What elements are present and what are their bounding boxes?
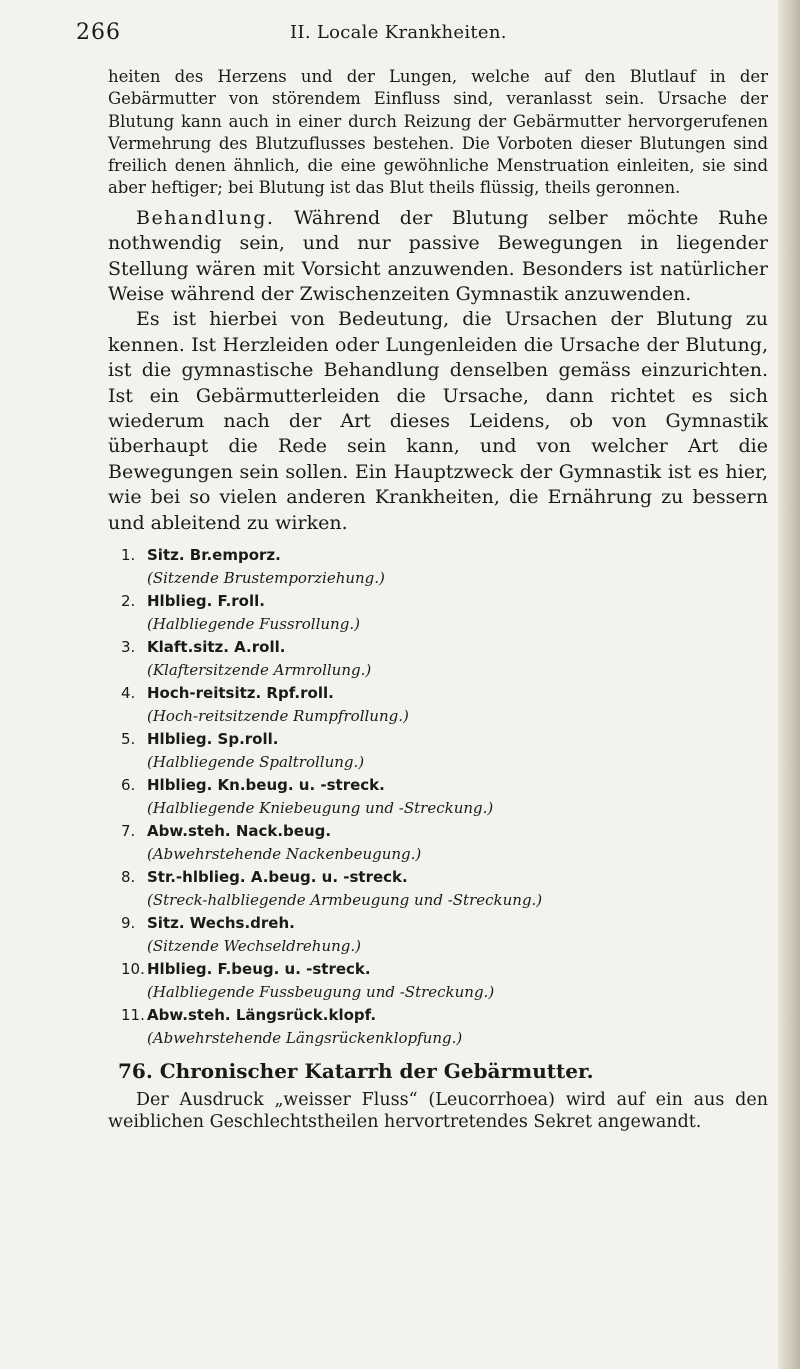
exercise-item xyxy=(108,820,768,865)
exercise-number: 7. xyxy=(121,822,136,841)
exercise-full-name: (Abwehrstehende Längsrückenklopfung.) xyxy=(147,1029,463,1048)
exercise-item xyxy=(108,544,768,589)
exercise-short-label: Abw.steh. Längsrück.klopf. xyxy=(147,1006,377,1025)
exercise-item xyxy=(108,958,768,1003)
exercise-short-label: Klaft.sitz. A.roll. xyxy=(147,638,286,657)
exercise-number: 10. xyxy=(121,960,145,979)
exercise-short-label: Sitz. Wechs.dreh. xyxy=(147,914,295,933)
exercise-item xyxy=(108,682,768,727)
exercise-number: 8. xyxy=(121,868,136,887)
exercise-number: 1. xyxy=(121,546,136,565)
exercise-full-name: (Abwehrstehende Nackenbeugung.) xyxy=(147,845,422,864)
exercise-number: 11. xyxy=(121,1006,145,1025)
exercise-number: 5. xyxy=(121,730,136,749)
exercise-full-name: (Streck-halbliegende Armbeugung und -Streckung.) xyxy=(147,891,543,910)
exercise-item xyxy=(108,1004,768,1049)
intro-paragraph: heiten des Herzens und der Lungen, welche auf den Blutlauf in der Gebärmutter von störendem Einfluss sind, veranlasst sein. Ursache der Blutung kann auch in einer durch Reizung der Gebärmutter hervorgerufenen Vermehrung des Blutzuflusses bestehen. Die Vorboten dieser Blutungen sind freilich denen ähnlich, die eine gewöhnliche Menstruation einleiten, sie sind aber heftiger; bei Blutung ist das Blut theils flüssig, theils geronnen. xyxy=(108,67,768,198)
exercise-short-label: Hlblieg. F.beug. u. -streck. xyxy=(147,960,371,979)
exercise-short-label: Hlblieg. F.roll. xyxy=(147,592,265,611)
exercise-abbreviation xyxy=(108,728,768,751)
second-paragraph: Es ist hierbei von Bedeutung, die Ursachen der Blutung zu kennen. Ist Herzleiden oder Lungenleiden die Ursache der Blutung, ist die gymnastische Behandlung denselben gemäss einzurichten. Ist ein Gebärmutterleiden die Ursache, dann richtet es sich wiederum nach der Art dieses Leidens, ob von Gymnastik überhaupt die Rede sein kann, und von welcher Art die Bewegungen sein sollen. Ein Hauptzweck der Gymnastik ist es hier, wie bei so vielen anderen Krankheiten, die Ernährung zu bessern und ableitend zu wirken. xyxy=(108,308,768,534)
exercise-full-name: (Halbliegende Spaltrollung.) xyxy=(147,753,365,772)
exercise-short-label: Str.-hlblieg. A.beug. u. -streck. xyxy=(147,868,408,887)
exercise-abbreviation xyxy=(108,912,768,935)
page-header xyxy=(76,20,768,48)
page-edge-shadow xyxy=(778,0,800,1369)
exercise-short-label: Sitz. Br.emporz. xyxy=(147,546,281,565)
exercise-item xyxy=(108,636,768,681)
exercise-abbreviation xyxy=(108,774,768,797)
exercise-short-label: Hlblieg. Sp.roll. xyxy=(147,730,279,749)
treatment-paragraph xyxy=(108,206,768,308)
exercise-short-label: Hlblieg. Kn.beug. u. -streck. xyxy=(147,776,385,795)
exercise-full-name: (Halbliegende Kniebeugung und -Streckung.) xyxy=(147,799,494,818)
exercise-full-name: (Hoch-reitsitzende Rumpfrollung.) xyxy=(147,707,409,726)
exercise-short-label: Abw.steh. Nack.beug. xyxy=(147,822,332,841)
exercise-item xyxy=(108,728,768,773)
book-page xyxy=(76,20,768,1133)
exercise-full-name: (Sitzende Brustemporziehung.) xyxy=(147,569,385,588)
section-body: Der Ausdruck „weisser Fluss“ (Leucorrhoea) wird auf ein aus den weiblichen Geschlechtstheilen hervortretendes Sekret angewandt. xyxy=(108,1090,768,1133)
exercise-number: 4. xyxy=(121,684,136,703)
exercise-short-label: Hoch-reitsitz. Rpf.roll. xyxy=(147,684,334,703)
page-number: 266 xyxy=(76,20,121,45)
exercise-number: 9. xyxy=(121,914,136,933)
treatment-text: Während der Blutung selber möchte Ruhe nothwendig sein, und nur passive Bewegungen in liegender Stellung wären mit Vorsicht anzuwenden. Besonders ist natürlicher Weise während der Zwischenzeiten Gymnastik anzuwenden. xyxy=(108,206,768,305)
exercise-item xyxy=(108,774,768,819)
exercise-abbreviation xyxy=(108,958,768,981)
exercise-abbreviation xyxy=(108,866,768,889)
treatment-label: Behandlung. xyxy=(136,206,275,229)
exercise-abbreviation xyxy=(108,682,768,705)
exercise-item xyxy=(108,912,768,957)
exercise-list xyxy=(108,544,768,1049)
exercise-abbreviation xyxy=(108,820,768,843)
exercise-full-name: (Sitzende Wechseldrehung.) xyxy=(147,937,361,956)
exercise-item xyxy=(108,590,768,635)
exercise-number: 2. xyxy=(121,592,136,611)
exercise-number: 6. xyxy=(121,776,136,795)
section-title: 76. Chronischer Katarrh der Gebärmutter. xyxy=(118,1059,594,1084)
running-title: II. Locale Krankheiten. xyxy=(290,22,507,43)
exercise-abbreviation xyxy=(108,544,768,567)
exercise-abbreviation xyxy=(108,590,768,613)
exercise-full-name: (Halbliegende Fussbeugung und -Streckung.) xyxy=(147,983,495,1002)
exercise-number: 3. xyxy=(121,638,136,657)
exercise-item xyxy=(108,866,768,911)
exercise-full-name: (Halbliegende Fussrollung.) xyxy=(147,615,360,634)
exercise-full-name: (Klaftersitzende Armrollung.) xyxy=(147,661,372,680)
exercise-abbreviation xyxy=(108,636,768,659)
exercise-abbreviation xyxy=(108,1004,768,1027)
